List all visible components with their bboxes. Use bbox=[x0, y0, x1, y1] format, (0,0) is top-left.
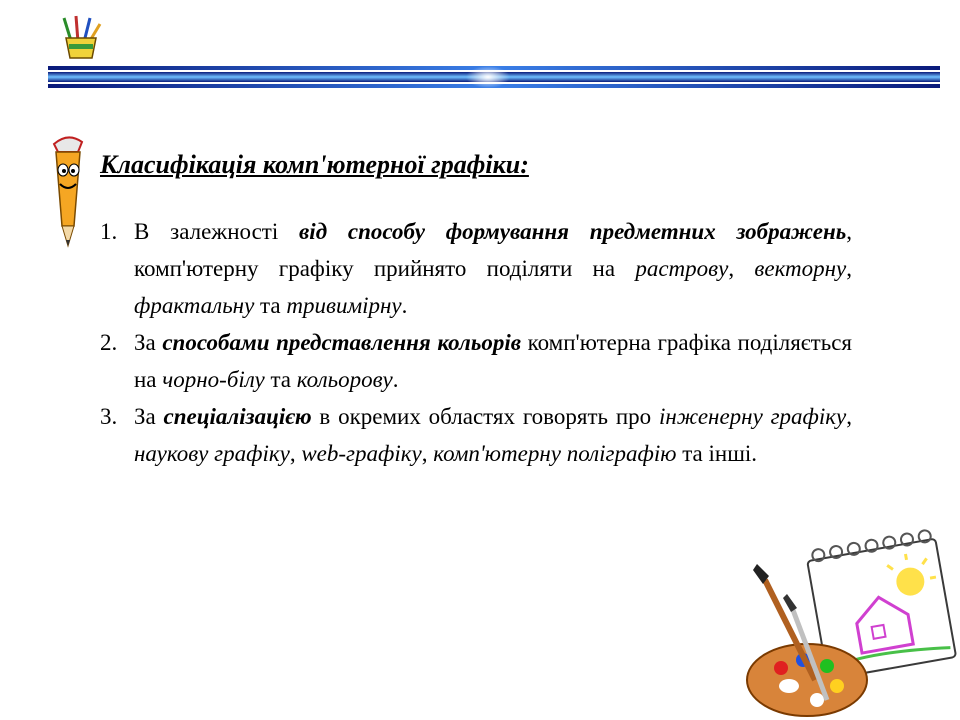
body-text: , bbox=[289, 441, 302, 466]
emphasis-italic-text: фрактальну bbox=[134, 293, 255, 318]
body-text: , bbox=[846, 256, 853, 281]
classification-list bbox=[100, 213, 852, 472]
list-item bbox=[100, 213, 852, 324]
emphasis-bold-text: спеціалізацією bbox=[163, 404, 312, 429]
paint-palette-sketchpad-icon bbox=[745, 510, 960, 720]
pencil-cup-icon bbox=[58, 14, 104, 60]
body-text: За bbox=[134, 330, 163, 355]
list-item bbox=[100, 324, 852, 398]
list-item-text bbox=[134, 398, 852, 472]
cartoon-pencil-icon bbox=[44, 130, 92, 254]
body-text: , комп'ютерну графіку прийнято поділяти на bbox=[134, 219, 852, 281]
list-item bbox=[100, 398, 852, 472]
emphasis-italic-text: чорно-білу bbox=[162, 367, 265, 392]
emphasis-italic-text: інженерну графіку bbox=[658, 404, 847, 429]
list-item-number: 2. bbox=[100, 330, 118, 355]
emphasis-italic-text: растрову bbox=[635, 256, 729, 281]
list-item-number: 1. bbox=[100, 219, 118, 244]
emphasis-italic-text: web-графіку bbox=[301, 441, 422, 466]
body-text: та інші. bbox=[676, 441, 758, 466]
slide-title: Класифікація комп'ютерної графіки: bbox=[100, 150, 529, 179]
emphasis-italic-text: кольорову bbox=[296, 367, 393, 392]
body-text: . bbox=[392, 367, 399, 392]
body-text: в окремих областях говорять про bbox=[311, 404, 659, 429]
emphasis-bold-text: від способу формування предметних зображень bbox=[299, 219, 847, 244]
emphasis-italic-text: наукову графіку bbox=[134, 441, 290, 466]
body-text: , bbox=[421, 441, 434, 466]
emphasis-bold-text: способами представлення кольорів bbox=[162, 330, 522, 355]
body-text: , bbox=[846, 404, 852, 429]
emphasis-italic-text: векторну bbox=[754, 256, 847, 281]
body-text: , bbox=[728, 256, 755, 281]
body-text: За bbox=[134, 404, 164, 429]
body-text: та bbox=[254, 293, 287, 318]
body-text: В залежності bbox=[134, 219, 300, 244]
list-item-text bbox=[134, 213, 852, 324]
body-text: комп'ютерна графіка поділяється на bbox=[134, 330, 853, 392]
header-banner bbox=[48, 64, 940, 90]
emphasis-italic-text: комп'ютерну поліграфію bbox=[433, 441, 677, 466]
body-text: . bbox=[401, 293, 408, 318]
list-item-text bbox=[134, 324, 852, 398]
list-item-number: 3. bbox=[100, 404, 118, 429]
body-text: та bbox=[264, 367, 297, 392]
emphasis-italic-text: тривимірну bbox=[286, 293, 402, 318]
